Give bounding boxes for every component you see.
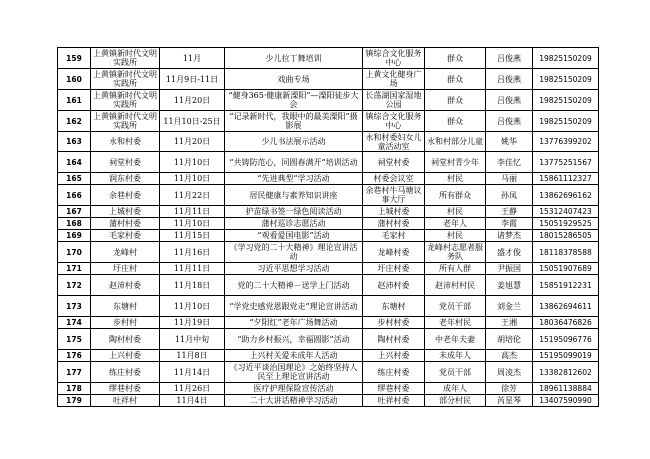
cell-date: 11月10日 bbox=[160, 173, 225, 185]
table-row bbox=[58, 48, 599, 69]
cell-organizer: 陶村村委 bbox=[91, 329, 160, 350]
cell-phone: 13862694611 bbox=[533, 296, 599, 317]
cell-contact: 姚华 bbox=[486, 132, 533, 152]
cell-venue: 缪巷村委 bbox=[363, 383, 425, 395]
cell-activity: 二十大讲话精神学习活动 bbox=[225, 395, 363, 407]
table-row bbox=[58, 275, 599, 296]
cell-audience: 老年人 bbox=[425, 218, 486, 230]
cell-organizer: 永和村委 bbox=[91, 132, 160, 152]
cell-date: 11月10日 bbox=[160, 152, 225, 173]
cell-date: 11月15日 bbox=[160, 230, 225, 242]
cell-number: 174 bbox=[58, 317, 91, 329]
cell-date: 11月14日 bbox=[160, 362, 225, 383]
cell-audience: 村民 bbox=[425, 206, 486, 218]
cell-number: 179 bbox=[58, 395, 91, 407]
cell-contact: 吕俊燕 bbox=[486, 90, 533, 111]
cell-number: 165 bbox=[58, 173, 91, 185]
cell-contact: 高杰 bbox=[486, 350, 533, 362]
cell-audience: 群众 bbox=[425, 111, 486, 132]
cell-activity: 习近平思想学习活动 bbox=[225, 263, 363, 275]
cell-phone: 19825150209 bbox=[533, 90, 599, 111]
cell-number: 164 bbox=[58, 152, 91, 173]
cell-contact: 姜旭慧 bbox=[486, 275, 533, 296]
cell-date: 11月10日-25日 bbox=[160, 111, 225, 132]
cell-number: 173 bbox=[58, 296, 91, 317]
cell-venue: 祠堂村委 bbox=[363, 152, 425, 173]
cell-organizer: 龙峰村 bbox=[91, 242, 160, 263]
table-row bbox=[58, 152, 599, 173]
cell-audience: 中老年夫妻 bbox=[425, 329, 486, 350]
table-row bbox=[58, 230, 599, 242]
cell-date: 11月16日 bbox=[160, 242, 225, 263]
table-row bbox=[58, 242, 599, 263]
table-row bbox=[58, 350, 599, 362]
cell-phone: 13775251567 bbox=[533, 152, 599, 173]
cell-venue: 上城村委 bbox=[363, 206, 425, 218]
cell-organizer: 缪巷村委 bbox=[91, 383, 160, 395]
cell-phone: 18015286505 bbox=[533, 230, 599, 242]
cell-organizer: 上黄镇新时代文明实践所 bbox=[91, 69, 160, 90]
cell-venue: 上兴村委 bbox=[363, 350, 425, 362]
cell-phone: 13407590990 bbox=[533, 395, 599, 407]
cell-activity: “学党史感党恩跟党走”理论宣讲活动 bbox=[225, 296, 363, 317]
table-body bbox=[58, 48, 599, 407]
cell-audience: 所有群众 bbox=[425, 185, 486, 206]
cell-audience: 村民 bbox=[425, 230, 486, 242]
cell-venue: 长荡湖国家湿地公园 bbox=[363, 90, 425, 111]
cell-phone: 19825150209 bbox=[533, 48, 599, 69]
cell-audience: 群众 bbox=[425, 90, 486, 111]
cell-audience: 未成年人 bbox=[425, 350, 486, 362]
cell-number: 161 bbox=[58, 90, 91, 111]
cell-date: 11月20日 bbox=[160, 132, 225, 152]
cell-contact: 吕俊燕 bbox=[486, 69, 533, 90]
cell-number: 172 bbox=[58, 275, 91, 296]
cell-date: 11月11日 bbox=[160, 263, 225, 275]
cell-activity: “助力乡村振兴，幸福圆影”活动 bbox=[225, 329, 363, 350]
cell-date: 11月11日 bbox=[160, 206, 225, 218]
cell-venue: 赵沛村委 bbox=[363, 275, 425, 296]
table-row bbox=[58, 218, 599, 230]
table-row bbox=[58, 296, 599, 317]
cell-phone: 13776399202 bbox=[533, 132, 599, 152]
cell-contact: 芮星琴 bbox=[486, 395, 533, 407]
cell-phone: 15851912231 bbox=[533, 275, 599, 296]
cell-venue: 蒲村村委 bbox=[363, 218, 425, 230]
cell-date: 11月中旬 bbox=[160, 329, 225, 350]
cell-phone: 18118378588 bbox=[533, 242, 599, 263]
cell-number: 167 bbox=[58, 206, 91, 218]
cell-date: 11月10日 bbox=[160, 296, 225, 317]
table-row bbox=[58, 329, 599, 350]
cell-organizer: 祠堂村委 bbox=[91, 152, 160, 173]
table-row bbox=[58, 317, 599, 329]
cell-activity: “先进典型”学习活动 bbox=[225, 173, 363, 185]
cell-audience: 党员干部 bbox=[425, 296, 486, 317]
cell-date: 11月20日 bbox=[160, 90, 225, 111]
cell-number: 178 bbox=[58, 383, 91, 395]
cell-organizer: 吐祥村 bbox=[91, 395, 160, 407]
cell-contact: 王湘 bbox=[486, 317, 533, 329]
cell-venue: 陶村村委 bbox=[363, 329, 425, 350]
cell-number: 171 bbox=[58, 263, 91, 275]
cell-activity: 党的二十大精神－送学上门活动 bbox=[225, 275, 363, 296]
cell-phone: 15051929525 bbox=[533, 218, 599, 230]
cell-organizer: 上黄镇新时代文明实践所 bbox=[91, 111, 160, 132]
cell-venue: 东塘村 bbox=[363, 296, 425, 317]
cell-venue: 村委会议室 bbox=[363, 173, 425, 185]
cell-venue: 龙峰村委 bbox=[363, 242, 425, 263]
cell-audience: 赵沛村村民 bbox=[425, 275, 486, 296]
cell-contact: 刘金兰 bbox=[486, 296, 533, 317]
cell-audience: 永和村部分儿童 bbox=[425, 132, 486, 152]
cell-contact: 王静 bbox=[486, 206, 533, 218]
cell-activity: “健身365·健康新溧阳”—溧阳徒步大会 bbox=[225, 90, 363, 111]
cell-phone: 15195099019 bbox=[533, 350, 599, 362]
cell-organizer: 润东村委 bbox=[91, 173, 160, 185]
cell-organizer: 上城村委 bbox=[91, 206, 160, 218]
cell-activity: 医疗护理保险宣传活动 bbox=[225, 383, 363, 395]
cell-organizer: 练庄村委 bbox=[91, 362, 160, 383]
cell-number: 168 bbox=[58, 218, 91, 230]
cell-venue: 镇综合文化服务中心 bbox=[363, 48, 425, 69]
cell-activity: 蒲村巡诊志愿活动 bbox=[225, 218, 363, 230]
table-row bbox=[58, 111, 599, 132]
cell-date: 11月 bbox=[160, 48, 225, 69]
cell-organizer: 余巷村委 bbox=[91, 185, 160, 206]
cell-contact: 李霞 bbox=[486, 218, 533, 230]
cell-venue: 永和村委妇女儿童活动室 bbox=[363, 132, 425, 152]
cell-organizer: 圩庄村 bbox=[91, 263, 160, 275]
cell-number: 170 bbox=[58, 242, 91, 263]
cell-activity: 《学习党的二十大精神》理论宣讲活动 bbox=[225, 242, 363, 263]
cell-audience: 所有人群 bbox=[425, 263, 486, 275]
cell-venue: 步村村委 bbox=[363, 317, 425, 329]
cell-number: 177 bbox=[58, 362, 91, 383]
cell-date: 11月22日 bbox=[160, 185, 225, 206]
cell-audience: 党员干部 bbox=[425, 362, 486, 383]
cell-number: 159 bbox=[58, 48, 91, 69]
table-row bbox=[58, 185, 599, 206]
cell-activity: “共铸防范心，同圆春满开”培训活动 bbox=[225, 152, 363, 173]
cell-phone: 13382812602 bbox=[533, 362, 599, 383]
cell-date: 11月8日 bbox=[160, 350, 225, 362]
table-row bbox=[58, 90, 599, 111]
cell-activity: “观看爱国电影”活动 bbox=[225, 230, 363, 242]
cell-contact: 胡培伦 bbox=[486, 329, 533, 350]
cell-venue: 余巷村牛马塘议事大厅 bbox=[363, 185, 425, 206]
cell-venue: 上黄文化健身广场 bbox=[363, 69, 425, 90]
cell-organizer: 上黄镇新时代文明实践所 bbox=[91, 48, 160, 69]
cell-organizer: 赵沛村委 bbox=[91, 275, 160, 296]
cell-audience: 祠堂村青少年 bbox=[425, 152, 486, 173]
cell-audience: 群众 bbox=[425, 69, 486, 90]
cell-phone: 19825150209 bbox=[533, 69, 599, 90]
cell-activity: 少儿书法展示活动 bbox=[225, 132, 363, 152]
cell-audience: 龙峰村志愿者服务队 bbox=[425, 242, 486, 263]
cell-number: 176 bbox=[58, 350, 91, 362]
table-row bbox=[58, 263, 599, 275]
cell-contact: 李佳忆 bbox=[486, 152, 533, 173]
cell-activity: 护苗绿书签一绿色阅读活动 bbox=[225, 206, 363, 218]
cell-number: 166 bbox=[58, 185, 91, 206]
cell-phone: 18961138884 bbox=[533, 383, 599, 395]
cell-contact: 周凌杰 bbox=[486, 362, 533, 383]
cell-contact: 徐芳 bbox=[486, 383, 533, 395]
cell-venue: 镇综合文化服务中心 bbox=[363, 111, 425, 132]
table-row bbox=[58, 395, 599, 407]
cell-number: 169 bbox=[58, 230, 91, 242]
cell-phone: 15051907689 bbox=[533, 263, 599, 275]
cell-date: 11月19日 bbox=[160, 317, 225, 329]
table-row bbox=[58, 69, 599, 90]
cell-date: 11月26日 bbox=[160, 383, 225, 395]
cell-organizer: 步村村 bbox=[91, 317, 160, 329]
cell-contact: 尹振国 bbox=[486, 263, 533, 275]
cell-organizer: 蒲村村委 bbox=[91, 218, 160, 230]
cell-venue: 毛家村 bbox=[363, 230, 425, 242]
cell-contact: 马丽 bbox=[486, 173, 533, 185]
table-row bbox=[58, 206, 599, 218]
cell-venue: 练庄村委 bbox=[363, 362, 425, 383]
table-row bbox=[58, 362, 599, 383]
cell-contact: 诸梦杰 bbox=[486, 230, 533, 242]
cell-phone: 15195096776 bbox=[533, 329, 599, 350]
cell-date: 11月18日 bbox=[160, 275, 225, 296]
cell-number: 175 bbox=[58, 329, 91, 350]
cell-phone: 18036476826 bbox=[533, 317, 599, 329]
cell-organizer: 上兴村委 bbox=[91, 350, 160, 362]
cell-date: 11月9日-11日 bbox=[160, 69, 225, 90]
cell-phone: 13862696162 bbox=[533, 185, 599, 206]
cell-date: 11月4日 bbox=[160, 395, 225, 407]
cell-activity: 戏曲专场 bbox=[225, 69, 363, 90]
cell-organizer: 毛家村委 bbox=[91, 230, 160, 242]
activity-table bbox=[57, 47, 599, 407]
cell-contact: 盛才俊 bbox=[486, 242, 533, 263]
cell-phone: 15312407423 bbox=[533, 206, 599, 218]
table-row bbox=[58, 132, 599, 152]
cell-number: 163 bbox=[58, 132, 91, 152]
cell-activity: “记录新时代，我眼中的最美溧阳”摄影展 bbox=[225, 111, 363, 132]
cell-phone: 15861112327 bbox=[533, 173, 599, 185]
cell-activity: 少儿拉丁舞培训 bbox=[225, 48, 363, 69]
cell-activity: 《习近平谈治国理论》之始终坚持人民至上理论宣讲活动 bbox=[225, 362, 363, 383]
table-row bbox=[58, 173, 599, 185]
cell-contact: 孙凤 bbox=[486, 185, 533, 206]
cell-organizer: 东塘村 bbox=[91, 296, 160, 317]
cell-activity: 上兴村关爱未成年人活动 bbox=[225, 350, 363, 362]
cell-venue: 吐祥村委 bbox=[363, 395, 425, 407]
cell-audience: 成年人 bbox=[425, 383, 486, 395]
cell-number: 162 bbox=[58, 111, 91, 132]
cell-activity: 居民健康与素养知识讲座 bbox=[225, 185, 363, 206]
cell-activity: “夕阳红”老年广场舞活动 bbox=[225, 317, 363, 329]
cell-audience: 老年村民 bbox=[425, 317, 486, 329]
cell-audience: 部分村民 bbox=[425, 395, 486, 407]
cell-phone: 19825150209 bbox=[533, 111, 599, 132]
table-row bbox=[58, 383, 599, 395]
cell-number: 160 bbox=[58, 69, 91, 90]
cell-contact: 吕俊燕 bbox=[486, 111, 533, 132]
cell-venue: 圩庄村委 bbox=[363, 263, 425, 275]
cell-audience: 群众 bbox=[425, 48, 486, 69]
cell-date: 11月10日 bbox=[160, 218, 225, 230]
cell-contact: 吕俊燕 bbox=[486, 48, 533, 69]
cell-organizer: 上黄镇新时代文明实践所 bbox=[91, 90, 160, 111]
cell-audience: 村民 bbox=[425, 173, 486, 185]
